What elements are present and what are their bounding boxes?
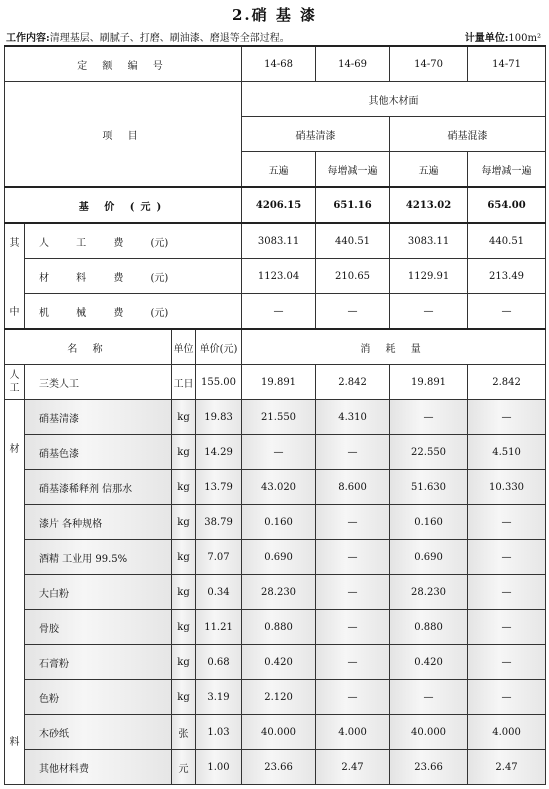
material-value: —	[468, 575, 546, 610]
material-value: 2.47	[468, 750, 546, 785]
material-value: —	[316, 575, 390, 610]
material-name: 其他材料费	[25, 750, 172, 785]
material-price: 19.83	[196, 400, 242, 435]
material-value: —	[468, 610, 546, 645]
among-value: 440.51	[316, 223, 390, 259]
material-value: —	[316, 645, 390, 680]
material-value: —	[242, 435, 316, 470]
labor-value: 19.891	[390, 365, 468, 400]
material-value: 40.000	[242, 715, 316, 750]
labor-price: 155.00	[196, 365, 242, 400]
col-header: 五遍	[390, 152, 468, 188]
unit-label: 计量单位:	[464, 33, 509, 44]
material-unit: kg	[172, 645, 196, 680]
material-value: —	[390, 400, 468, 435]
material-value: 40.000	[390, 715, 468, 750]
base-price-label: 基 价 (元)	[5, 187, 242, 223]
material-value: 0.420	[242, 645, 316, 680]
material-value: 0.690	[242, 540, 316, 575]
col-header: 每增减一遍	[316, 152, 390, 188]
labor-name: 三类人工	[25, 365, 172, 400]
material-value: 4.510	[468, 435, 546, 470]
material-row	[5, 470, 546, 505]
material-price: 0.68	[196, 645, 242, 680]
among-value: 213.49	[468, 259, 546, 294]
material-unit: 张	[172, 715, 196, 750]
material-value: —	[468, 505, 546, 540]
material-value: —	[316, 680, 390, 715]
among-side-bottom: 中	[5, 294, 25, 330]
name-header: 名 称	[5, 329, 172, 365]
unit-value: 100m²	[508, 33, 541, 44]
among-value: —	[242, 294, 316, 330]
material-value: 22.550	[390, 435, 468, 470]
material-value: 0.160	[242, 505, 316, 540]
material-row	[5, 435, 546, 470]
material-value: —	[316, 540, 390, 575]
price-header: 单价(元)	[196, 329, 242, 365]
material-side-bottom: 料	[9, 737, 20, 748]
material-value: —	[316, 610, 390, 645]
work-label: 工作内容:	[6, 33, 50, 44]
material-name: 硝基清漆	[25, 400, 172, 435]
code-label: 定 额 编 号	[5, 46, 242, 82]
among-value: —	[390, 294, 468, 330]
code-cell: 14-70	[390, 46, 468, 82]
material-value: 0.420	[390, 645, 468, 680]
col-header: 五遍	[242, 152, 316, 188]
material-side-top: 材	[9, 444, 20, 455]
material-value: 21.550	[242, 400, 316, 435]
material-name: 硝基漆稀释剂 信那水	[25, 470, 172, 505]
item-label: 项 目	[5, 82, 242, 188]
material-price: 13.79	[196, 470, 242, 505]
among-side-mid	[5, 259, 25, 294]
work-content	[6, 29, 290, 44]
material-unit: kg	[172, 400, 196, 435]
among-value: 3083.11	[390, 223, 468, 259]
material-value: 0.880	[242, 610, 316, 645]
material-name: 石膏粉	[25, 645, 172, 680]
among-value: 1123.04	[242, 259, 316, 294]
sub-header: 硝基混漆	[390, 117, 546, 152]
page-title: 2.硝 基 漆	[231, 6, 318, 24]
material-price: 14.29	[196, 435, 242, 470]
material-price: 3.19	[196, 680, 242, 715]
labor-unit: 工日	[172, 365, 196, 400]
material-name: 漆片 各种规格	[25, 505, 172, 540]
code-cell: 14-71	[468, 46, 546, 82]
material-value: 0.160	[390, 505, 468, 540]
material-name: 酒精 工业用 99.5%	[25, 540, 172, 575]
material-unit: kg	[172, 435, 196, 470]
material-value: —	[316, 505, 390, 540]
material-row	[5, 540, 546, 575]
material-value: 2.120	[242, 680, 316, 715]
among-row-name: 人 工 费 (元)	[25, 223, 242, 259]
material-price: 0.34	[196, 575, 242, 610]
code-cell: 14-69	[316, 46, 390, 82]
material-value: —	[316, 435, 390, 470]
code-cell: 14-68	[242, 46, 316, 82]
material-name: 木砂纸	[25, 715, 172, 750]
among-value: —	[468, 294, 546, 330]
labor-value: 19.891	[242, 365, 316, 400]
base-price-value: 651.16	[316, 187, 390, 223]
material-row	[5, 680, 546, 715]
material-name: 色粉	[25, 680, 172, 715]
base-price-value: 4213.02	[390, 187, 468, 223]
material-row	[5, 505, 546, 540]
material-value: —	[468, 400, 546, 435]
material-name: 大白粉	[25, 575, 172, 610]
material-value: 4.000	[468, 715, 546, 750]
material-value: —	[468, 645, 546, 680]
material-value: 4.310	[316, 400, 390, 435]
material-value: 8.600	[316, 470, 390, 505]
consume-header: 消 耗 量	[242, 329, 546, 365]
labor-side: 人工	[5, 365, 25, 400]
material-row	[5, 715, 546, 750]
material-value: 43.020	[242, 470, 316, 505]
material-value: 0.690	[390, 540, 468, 575]
material-unit: kg	[172, 505, 196, 540]
material-row	[5, 575, 546, 610]
among-row-name: 材 料 费 (元)	[25, 259, 242, 294]
material-row	[5, 400, 546, 435]
material-value: 10.330	[468, 470, 546, 505]
material-name: 硝基色漆	[25, 435, 172, 470]
among-value: 210.65	[316, 259, 390, 294]
material-row	[5, 645, 546, 680]
among-value: 3083.11	[242, 223, 316, 259]
material-unit: kg	[172, 575, 196, 610]
work-text: 清理基层、刷腻子、打磨、刷油漆、磨退等全部过程。	[49, 33, 290, 44]
material-row	[5, 610, 546, 645]
quota-table	[4, 45, 546, 785]
base-price-value: 654.00	[468, 187, 546, 223]
material-name: 骨胶	[25, 610, 172, 645]
unit-header: 单位	[172, 329, 196, 365]
material-value: 28.230	[242, 575, 316, 610]
material-unit: 元	[172, 750, 196, 785]
material-value: 0.880	[390, 610, 468, 645]
among-value: 440.51	[468, 223, 546, 259]
material-unit: kg	[172, 470, 196, 505]
labor-value: 2.842	[468, 365, 546, 400]
group-header: 其他木材面	[242, 82, 546, 117]
material-value: 4.000	[316, 715, 390, 750]
material-value: 2.47	[316, 750, 390, 785]
material-price: 1.00	[196, 750, 242, 785]
material-unit: kg	[172, 610, 196, 645]
material-value: 51.630	[390, 470, 468, 505]
among-row-name: 机 械 费 (元)	[25, 294, 242, 330]
material-row	[5, 750, 546, 785]
material-value: 23.66	[242, 750, 316, 785]
material-value: 28.230	[390, 575, 468, 610]
material-value: 23.66	[390, 750, 468, 785]
material-value: —	[468, 680, 546, 715]
material-price: 11.21	[196, 610, 242, 645]
measure-unit	[465, 29, 541, 44]
material-value: —	[468, 540, 546, 575]
sub-header: 硝基清漆	[242, 117, 390, 152]
among-side-top: 其	[5, 223, 25, 259]
material-side	[5, 400, 25, 785]
labor-value: 2.842	[316, 365, 390, 400]
material-value: —	[390, 680, 468, 715]
material-unit: kg	[172, 540, 196, 575]
among-value: 1129.91	[390, 259, 468, 294]
material-price: 1.03	[196, 715, 242, 750]
material-price: 38.79	[196, 505, 242, 540]
col-header: 每增减一遍	[468, 152, 546, 188]
material-unit: kg	[172, 680, 196, 715]
material-price: 7.07	[196, 540, 242, 575]
base-price-value: 4206.15	[242, 187, 316, 223]
among-value: —	[316, 294, 390, 330]
